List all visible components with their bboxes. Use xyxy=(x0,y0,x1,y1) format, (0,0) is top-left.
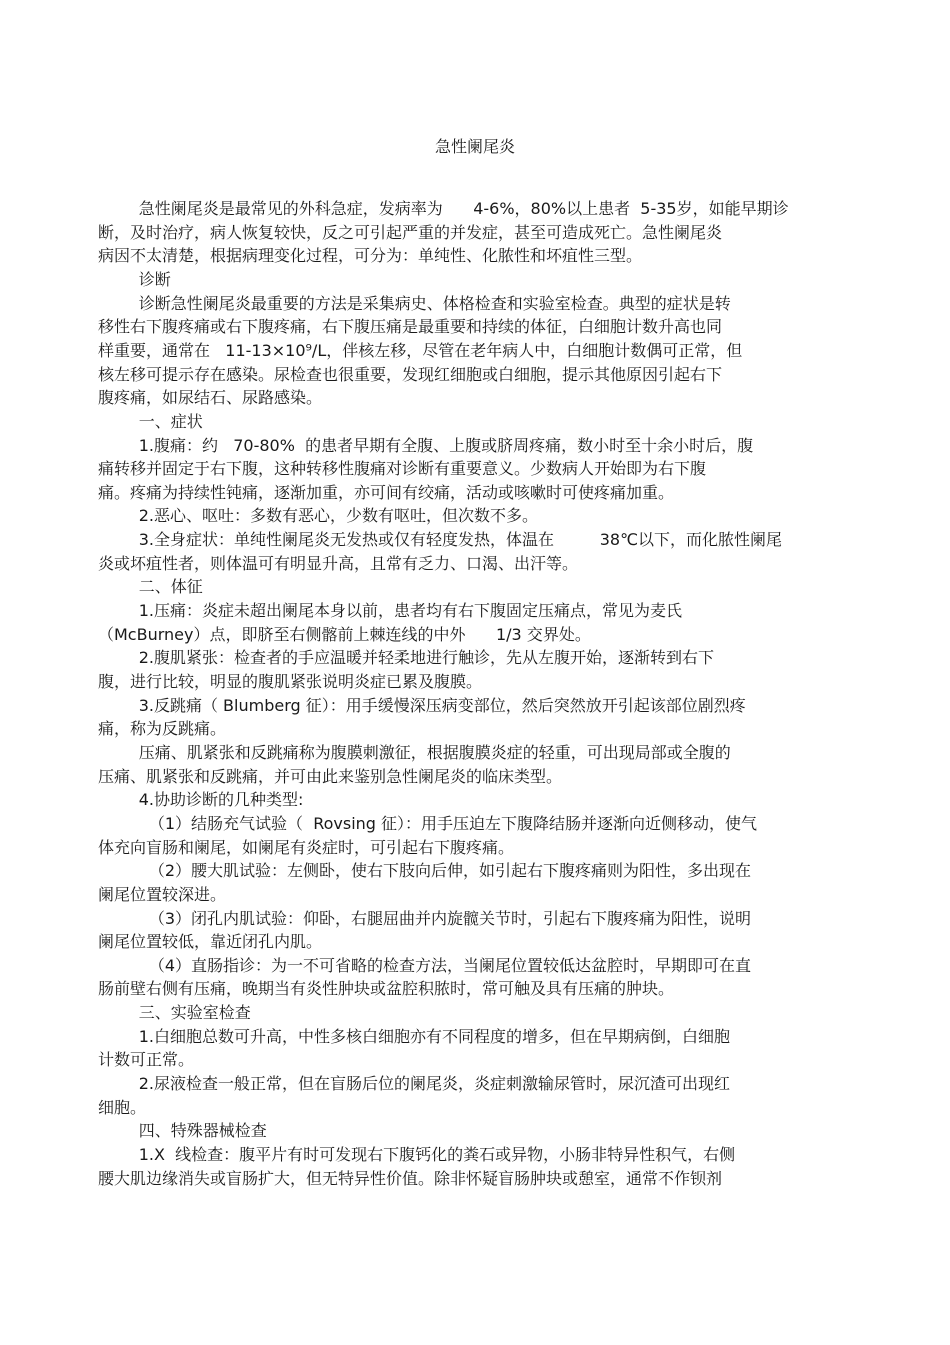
body-line: 痛。疼痛为持续性钝痛，逐渐加重，亦可间有绞痛，活动或咳嗽时可使疼痛加重。 xyxy=(98,483,675,502)
body-line: （1）结肠充气试验（ Rovsing 征）：用手压迫左下腹降结肠并逐渐向近侧移动，使气 xyxy=(98,814,758,833)
body-line: 痛转移并固定于右下腹，这种转移性腹痛对诊断有重要意义。少数病人开始即为右下腹 xyxy=(98,459,707,478)
body-line: 3.全身症状：单纯性阑尾炎无发热或仅有轻度发热，体温在 38℃以下，而化脓性阑尾 xyxy=(98,530,783,549)
body-line: 肠前壁右侧有压痛，晚期当有炎性肿块或盆腔积脓时，常可触及具有压痛的肿块。 xyxy=(98,979,675,998)
body-line: 2.恶心、呕吐：多数有恶心，少数有呕吐，但次数不多。 xyxy=(98,506,538,525)
body-line: 体充向盲肠和阑尾，如阑尾有炎症时，可引起右下腹疼痛。 xyxy=(98,838,515,857)
body-line: 1.白细胞总数可升高，中性多核白细胞亦有不同程度的增多，但在早期病倒，白细胞 xyxy=(98,1027,730,1046)
body-line: 二、体征 xyxy=(98,577,203,596)
body-line: 病因不太清楚，根据病理变化过程，可分为：单纯性、化脓性和坏疽性三型。 xyxy=(98,246,643,265)
body-line: 核左移可提示存在感染。尿检查也很重要，发现红细胞或白细胞，提示其他原因引起右下 xyxy=(98,365,723,384)
body-line: 样重要，通常在 11-13×10⁹/L，伴核左移，尽管在老年病人中，白细胞计数偶可正常，但 xyxy=(98,341,743,360)
body-line: 3.反跳痛（ Blumberg 征）：用手缓慢深压病变部位，然后突然放开引起该部位剧烈疼 xyxy=(98,696,746,715)
body-line: （McBurney）点，即脐至右侧髂前上棘连线的中外 1/3 交界处。 xyxy=(98,625,591,644)
document-title: 急性阑尾炎 xyxy=(434,137,515,156)
body-line: 腹疼痛，如尿结石、尿路感染。 xyxy=(98,388,323,407)
body-line: 4.协助诊断的几种类型: xyxy=(98,790,304,809)
body-line: （2）腰大肌试验：左侧卧，使右下肢向后伸，如引起右下腹疼痛则为阳性，多出现在 xyxy=(98,861,752,880)
body-line: 细胞。 xyxy=(98,1098,147,1117)
body-line: 2.腹肌紧张：检查者的手应温暖并轻柔地进行触诊，先从左腹开始，逐渐转到右下 xyxy=(98,648,714,667)
body-line: 计数可正常。 xyxy=(98,1050,195,1069)
body-line: 急性阑尾炎是最常见的外科急症，发病率为 4-6%，80%以上患者 5-35岁，如能早期诊 xyxy=(98,199,789,218)
body-line: 2.尿液检查一般正常，但在盲肠后位的阑尾炎，炎症刺激输尿管时，尿沉渣可出现红 xyxy=(98,1074,730,1093)
body-line: （4）直肠指诊：为一不可省略的检查方法，当阑尾位置较低达盆腔时，早期即可在直 xyxy=(98,956,752,975)
body-line: 移性右下腹疼痛或右下腹疼痛，右下腹压痛是最重要和持续的体征，白细胞计数升高也同 xyxy=(98,317,723,336)
body-line: 1.腹痛：约 70-80% 的患者早期有全腹、上腹或脐周疼痛，数小时至十余小时后，腹 xyxy=(98,436,754,455)
body-line: 一、症状 xyxy=(98,412,203,431)
body-line: 痛，称为反跳痛。 xyxy=(98,719,227,738)
body-line: 阑尾位置较深进。 xyxy=(98,885,227,904)
body-line: 断，及时治疗，病人恢复较快，反之可引起严重的并发症，甚至可造成死亡。急性阑尾炎 xyxy=(98,223,723,242)
body-line: （3）闭孔内肌试验：仰卧，右腿屈曲并内旋髋关节时，引起右下腹疼痛为阳性，说明 xyxy=(98,909,752,928)
body-line: 阑尾位置较低，靠近闭孔内肌。 xyxy=(98,932,323,951)
body-line: 诊断急性阑尾炎最重要的方法是采集病史、体格检查和实验室检查。典型的症状是转 xyxy=(98,294,731,313)
body-line: 1.压痛：炎症未超出阑尾本身以前，患者均有右下腹固定压痛点，常见为麦氏 xyxy=(98,601,682,620)
body-line: 四、特殊器械检查 xyxy=(98,1121,267,1140)
body-line: 腹，进行比较，明显的腹肌紧张说明炎症已累及腹膜。 xyxy=(98,672,483,691)
body-line: 压痛、肌紧张和反跳痛，并可由此来鉴别急性阑尾炎的临床类型。 xyxy=(98,767,563,786)
body-line: 诊断 xyxy=(98,270,171,289)
body-line: 1.X 线检查：腹平片有时可发现右下腹钙化的粪石或异物，小肠非特异性积气，右侧 xyxy=(98,1145,736,1164)
body-line: 压痛、肌紧张和反跳痛称为腹膜刺激征，根据腹膜炎症的轻重，可出现局部或全腹的 xyxy=(98,743,731,762)
body-line: 腰大肌边缘消失或盲肠扩大，但无特异性价值。除非怀疑盲肠肿块或憩室，通常不作钡剂 xyxy=(98,1169,723,1188)
body-line: 炎或坏疽性者，则体温可有明显升高，且常有乏力、口渴、出汗等。 xyxy=(98,554,579,573)
body-line: 三、实验室检查 xyxy=(98,1003,251,1022)
